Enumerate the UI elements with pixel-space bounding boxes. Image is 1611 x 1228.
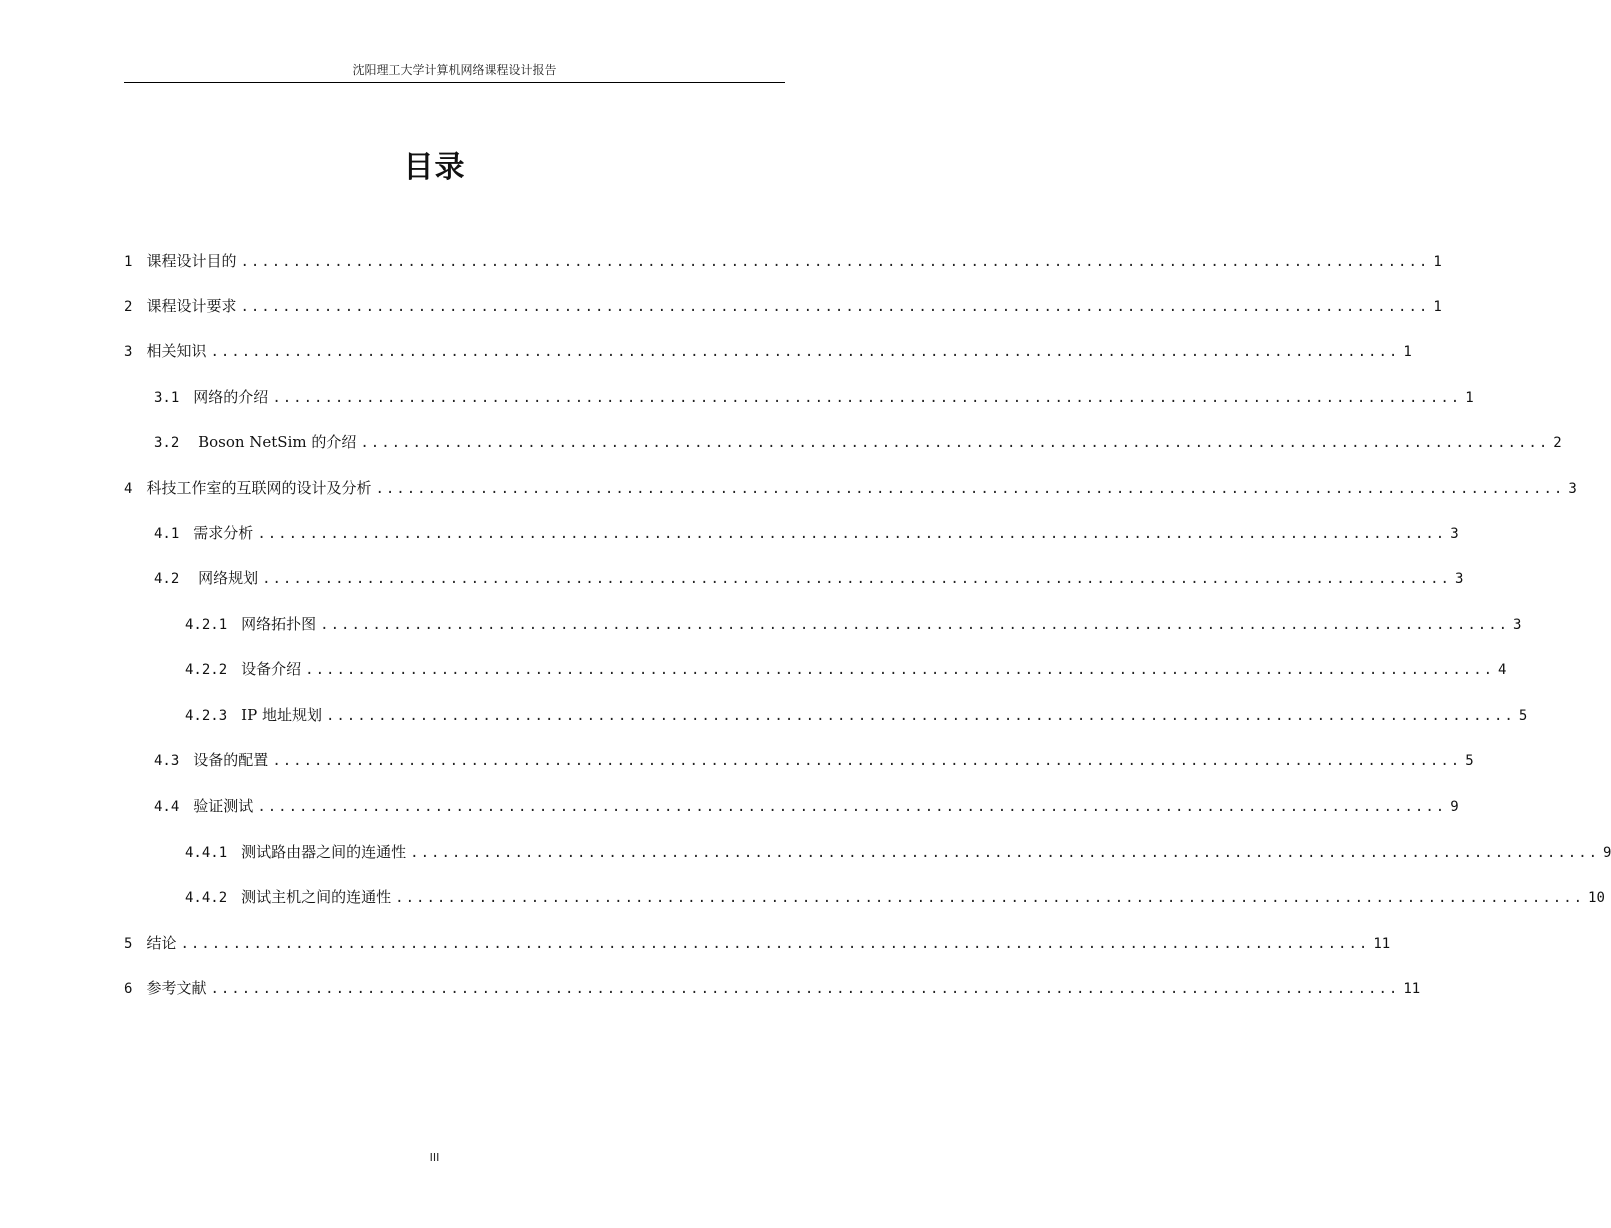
toc-entry-title: 设备介绍 (241, 660, 302, 678)
toc-entry[interactable] (124, 340, 1412, 362)
toc-entry-page: 3 (1454, 571, 1464, 587)
toc-entry[interactable] (124, 477, 1577, 499)
toc-leader-dots: .................................................................................................................. (257, 526, 1447, 542)
toc-entry[interactable] (185, 886, 1605, 908)
toc-entry[interactable] (185, 613, 1522, 635)
toc-leader-dots: .................................................................................................................. (360, 435, 1550, 451)
toc-entry-number: 4.2 (154, 571, 180, 587)
toc-entry[interactable] (154, 749, 1474, 771)
toc-entry-page: 4 (1498, 662, 1507, 678)
toc-leader-dots: .................................................................................................................. (272, 753, 1462, 769)
toc-entry-number: 4.3 (154, 753, 180, 769)
toc-entry-title: 课程设计目的 (146, 252, 237, 270)
toc-leader-dots: .................................................................................................................. (410, 845, 1600, 861)
toc-leader-dots: .................................................................................................................. (320, 617, 1510, 633)
toc-entry[interactable] (154, 795, 1459, 817)
toc-entry-title: 测试主机之间的连通性 (241, 888, 392, 906)
toc-entry-title: 网络规划 (193, 569, 259, 587)
toc-entry-page: 3 (1450, 526, 1459, 542)
toc-entry[interactable] (154, 386, 1474, 408)
toc-entry-number: 4.1 (154, 526, 180, 542)
toc-entry-title: 网络的介绍 (193, 388, 269, 406)
toc-entry-number: 5 (124, 936, 133, 952)
toc-leader-dots: .................................................................................................................. (210, 981, 1400, 997)
toc-entry-number: 2 (124, 299, 133, 315)
toc-entry[interactable] (124, 932, 1391, 954)
toc-entry-page: 5 (1518, 708, 1528, 724)
toc-entry-number: 4 (124, 481, 133, 497)
toc-entry[interactable] (185, 658, 1507, 680)
toc-entry[interactable] (154, 431, 1562, 453)
toc-entry[interactable] (124, 977, 1421, 999)
toc-leader-dots: .................................................................................................................. (262, 571, 1451, 587)
toc-entry-number: 1 (124, 254, 133, 270)
toc-entry-page: 5 (1465, 753, 1474, 769)
toc-entry-title: Boson NetSim 的介绍 (193, 433, 357, 451)
toc-entry-page: 1 (1433, 299, 1442, 315)
toc-leader-dots: .................................................................................................................. (395, 890, 1585, 906)
toc-entry[interactable] (154, 522, 1459, 544)
toc-entry-page: 3 (1568, 481, 1577, 497)
toc-entry-number: 6 (124, 981, 133, 997)
toc-entry-title: 需求分析 (193, 524, 254, 542)
toc-entry-page: 1 (1433, 254, 1442, 270)
toc-entry-title: 验证测试 (193, 797, 254, 815)
toc-entry-number: 3 (124, 344, 133, 360)
page-number: III (429, 1151, 440, 1164)
toc-entry-number: 3.1 (154, 390, 180, 406)
toc-leader-dots: .................................................................................................................. (305, 662, 1495, 678)
toc-entry-title: 网络拓扑图 (241, 615, 317, 633)
toc-entry-title: 测试路由器之间的连通性 (241, 843, 407, 861)
toc-entry-page: 9 (1450, 799, 1459, 815)
toc-entry-number: 4.4 (154, 799, 180, 815)
toc-leader-dots: .................................................................................................................. (210, 344, 1400, 360)
toc-leader-dots: .................................................................................................................. (257, 799, 1447, 815)
toc-entry-number: 4.4.2 (185, 890, 228, 906)
toc-entry-number: 3.2 (154, 435, 180, 451)
toc-entry-page: 11 (1373, 936, 1391, 952)
page-title: 目录 (403, 150, 466, 185)
toc-leader-dots: .................................................................................................................. (375, 481, 1565, 497)
toc-entry-title: 相关知识 (146, 342, 207, 360)
toc-entry-page: 3 (1513, 617, 1522, 633)
toc-entry-number: 4.2.3 (185, 708, 228, 724)
toc-entry-page: 1 (1403, 344, 1412, 360)
toc-entry-title: 设备的配置 (193, 751, 269, 769)
toc-leader-dots: .................................................................................................................. (180, 936, 1370, 952)
toc-entry-page: 11 (1403, 981, 1421, 997)
toc-entry-title: 参考文献 (146, 979, 207, 997)
toc-entry-number: 4.4.1 (185, 845, 228, 861)
toc-leader-dots: .................................................................................................................. (240, 254, 1430, 270)
toc-entry[interactable] (124, 295, 1442, 317)
toc-entry-page: 2 (1553, 435, 1562, 451)
toc-entry-page: 9 (1603, 845, 1611, 861)
toc-leader-dots: .................................................................................................................. (240, 299, 1430, 315)
toc-entry[interactable] (185, 704, 1528, 726)
toc-entry[interactable] (154, 567, 1464, 589)
toc-entry[interactable] (124, 250, 1442, 272)
running-header: 沈阳理工大学计算机网络课程设计报告 (124, 62, 785, 83)
toc-entry[interactable] (185, 841, 1611, 863)
toc-entry-title: IP 地址规划 (241, 706, 322, 724)
toc-entry-number: 4.2.2 (185, 662, 228, 678)
toc-entry-number: 4.2.1 (185, 617, 228, 633)
toc-entry-page: 1 (1465, 390, 1474, 406)
toc-leader-dots: .................................................................................................................. (325, 708, 1515, 724)
toc-leader-dots: .................................................................................................................. (272, 390, 1462, 406)
toc-entry-title: 科技工作室的互联网的设计及分析 (146, 479, 372, 497)
toc-entry-title: 课程设计要求 (146, 297, 237, 315)
toc-entry-page: 10 (1588, 890, 1605, 906)
toc-entry-title: 结论 (146, 934, 177, 952)
